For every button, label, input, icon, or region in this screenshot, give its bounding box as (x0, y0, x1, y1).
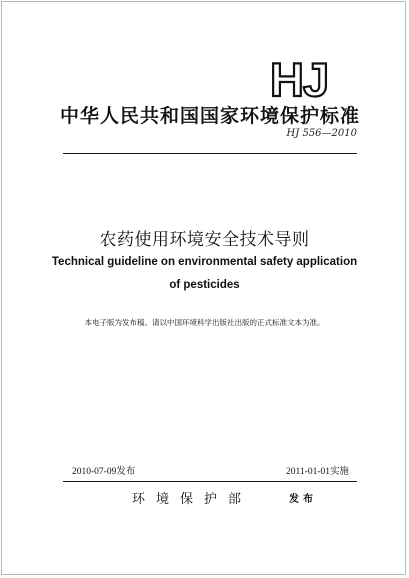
document-title-en-line1: Technical guideline on environmental safety application (51, 256, 358, 268)
header-rule (63, 153, 357, 154)
document-title-en-line2: of pesticides (169, 279, 240, 291)
footer-rule (63, 481, 357, 482)
issuer-title: 中华人民共和国国家环境保护标准 (60, 105, 361, 127)
publisher-ministry: 环境保护部 (132, 492, 253, 507)
implementation-date: 2011-01-01实施 (286, 467, 349, 477)
document-title-cn: 农药使用环境安全技术导则 (99, 230, 310, 250)
publish-label: 发布 (289, 494, 317, 505)
issue-date: 2010-07-09发布 (72, 467, 136, 477)
hj-standard-logo (269, 56, 345, 100)
electronic-version-notice: 本电子版为发布稿。请以中国环境科学出版社出版的正式标准文本为准。 (84, 318, 325, 327)
hj-logo-text: HJ (270, 56, 329, 100)
standard-number: HJ 556—2010 (286, 128, 357, 139)
